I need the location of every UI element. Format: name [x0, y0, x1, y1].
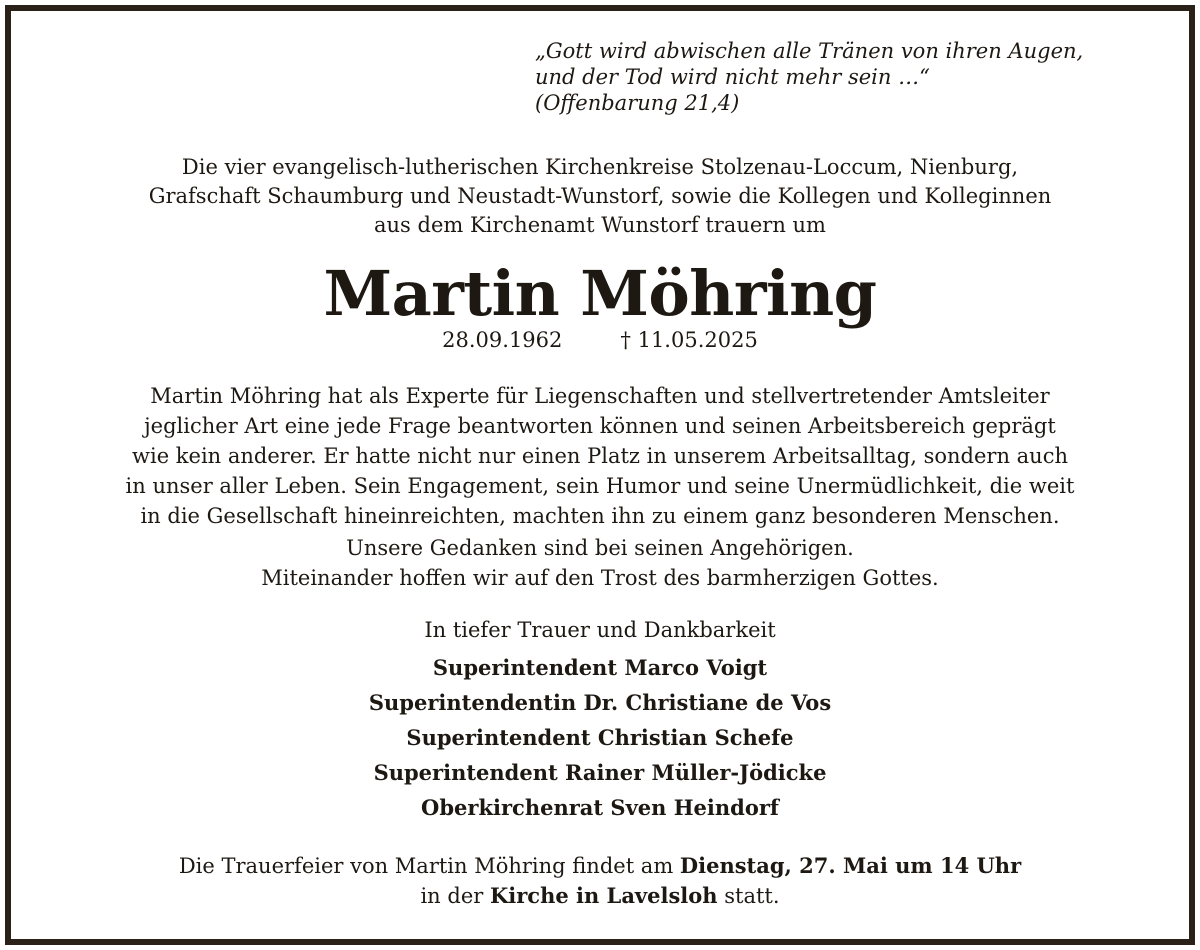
intro-line: Die vier evangelisch-lutherischen Kirchenkreise Stolzenau-Loccum, Nienburg, — [181, 155, 1019, 179]
signer-name: Superintendent Rainer Müller-Jödicke — [373, 760, 827, 785]
signers-list — [0, 650, 1200, 825]
quote-line: und der Tod wird nicht mehr sein …“ — [535, 65, 930, 89]
funeral-date-time: Dienstag, 27. Mai um 14 Uhr — [679, 853, 1022, 878]
intro-text — [0, 153, 1200, 240]
funeral-intro-text: Die Trauerfeier von Martin Möhring findet am — [178, 854, 680, 878]
thoughts-text — [0, 533, 1200, 593]
intro-line: aus dem Kirchenamt Wunstorf trauern um — [374, 213, 826, 237]
thoughts-line: Miteinander hoffen wir auf den Trost des barmherzigen Gottes. — [261, 566, 939, 590]
tribute-line: in unser aller Leben. Sein Engagement, sein Humor und seine Unermüdlichkeit, die weit — [125, 474, 1075, 498]
funeral-line-1 — [0, 851, 1200, 881]
mourning-closing: In tiefer Trauer und Dankbarkeit — [424, 618, 776, 642]
tribute-line: in die Gesellschaft hineinreichten, machten ihn zu einem ganz besonderen Menschen. — [140, 504, 1060, 528]
funeral-line-2 — [0, 881, 1200, 911]
deceased-name: Martin Möhring — [323, 257, 877, 330]
intro-line: Grafschaft Schaumburg und Neustadt-Wunstorf, sowie die Kollegen und Kolleginnen — [148, 184, 1052, 208]
thoughts-line: Unsere Gedanken sind bei seinen Angehörigen. — [346, 536, 854, 560]
tribute-text — [0, 381, 1200, 531]
tribute-line: Martin Möhring hat als Experte für Liegenschaften und stellvertretender Amtsleiter — [150, 384, 1050, 408]
signer-name: Superintendent Christian Schefe — [406, 725, 794, 750]
signer-name: Oberkirchenrat Sven Heindorf — [421, 795, 779, 820]
quote-source: (Offenbarung 21,4) — [535, 91, 740, 115]
tribute-line: wie kein anderer. Er hatte nicht nur einen Platz in unserem Arbeitsalltag, sondern auch — [132, 444, 1068, 468]
bible-quote — [535, 38, 1083, 116]
quote-line: „Gott wird abwischen alle Tränen von ihren Augen, — [535, 39, 1084, 63]
funeral-location-suffix: statt. — [717, 884, 780, 908]
birth-date: 28.09.1962 — [442, 328, 563, 352]
tribute-line: jeglicher Art eine jede Frage beantworten können und seinen Arbeitsbereich geprägt — [144, 414, 1056, 438]
life-dates — [0, 325, 1200, 355]
signer-name: Superintendentin Dr. Christiane de Vos — [368, 690, 832, 715]
death-date: † 11.05.2025 — [620, 328, 758, 352]
funeral-location-prefix: in der — [420, 884, 490, 908]
funeral-location: Kirche in Lavelsloh — [489, 883, 718, 908]
funeral-info — [0, 851, 1200, 911]
signer-name: Superintendent Marco Voigt — [432, 655, 768, 680]
